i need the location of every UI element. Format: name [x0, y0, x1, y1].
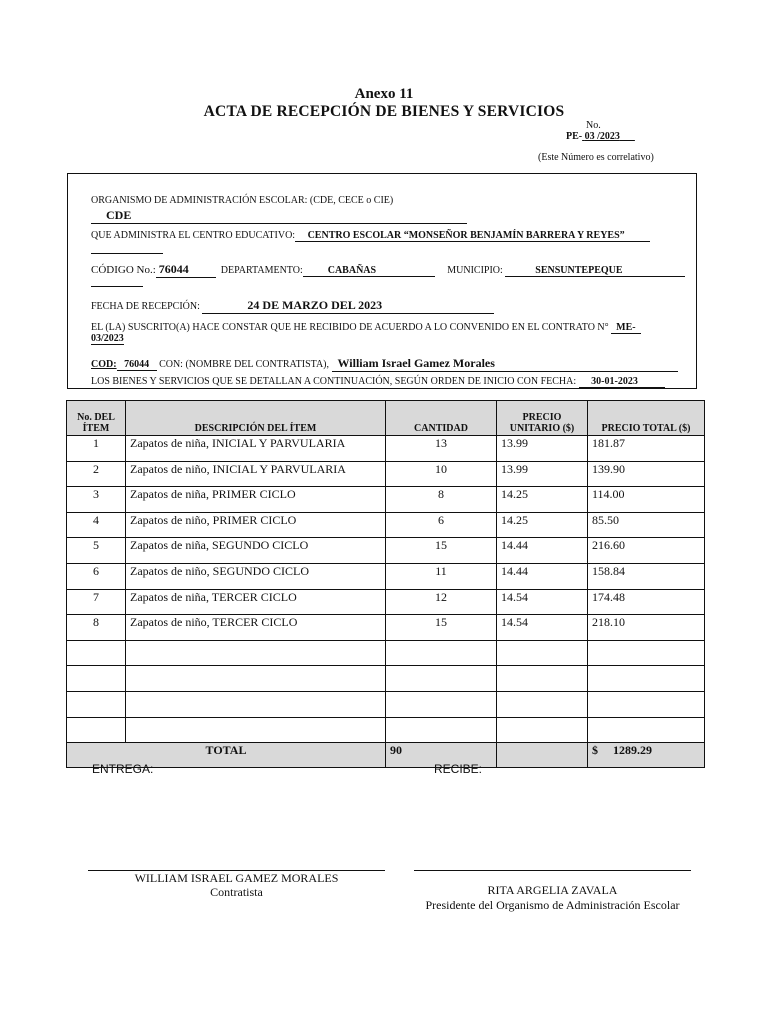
cell-no [67, 691, 126, 717]
codigo-label: CÓDIGO No.: [91, 264, 156, 276]
number-label: No. [586, 120, 601, 131]
col-header-no-item: No. DEL ÍTEM [67, 401, 126, 436]
cell-desc: Zapatos de niño, INICIAL Y PARVULARIA [126, 461, 386, 487]
total-quantity: 90 [386, 743, 497, 768]
col-header-cantidad: CANTIDAD [386, 401, 497, 436]
table-row [67, 563, 705, 589]
cell-no [67, 717, 126, 743]
cell-no: 3 [67, 487, 126, 513]
table-row [67, 461, 705, 487]
table-header-row [67, 401, 705, 436]
cell-desc: Zapatos de niño, SEGUNDO CICLO [126, 563, 386, 589]
organismo-label: ORGANISMO DE ADMINISTRACIÓN ESCOLAR: (CDE, CECE o CIE) [91, 195, 394, 206]
presidente-role: Presidente del Organismo de Administración Escolar [425, 898, 680, 912]
cell-unit: 14.54 [497, 615, 588, 641]
con-label: CON: (NOMBRE DEL CONTRATISTA), [159, 359, 329, 370]
cell-no: 2 [67, 461, 126, 487]
cell-qty [386, 717, 497, 743]
cell-qty: 10 [386, 461, 497, 487]
presidente-name: RITA ARGELIA ZAVALA [487, 883, 618, 897]
cell-no: 8 [67, 615, 126, 641]
cell-unit [497, 666, 588, 692]
contratista-name: WILLIAM ISRAEL GAMEZ MORALES [134, 871, 339, 885]
cell-desc [126, 666, 386, 692]
bienes-row [91, 376, 665, 388]
table-row-empty [67, 640, 705, 666]
table-row [67, 487, 705, 513]
cell-qty: 11 [386, 563, 497, 589]
cell-qty: 6 [386, 512, 497, 538]
document-title: ACTA DE RECEPCIÓN DE BIENES Y SERVICIOS [203, 103, 565, 120]
municipio-value: SENSUNTEPEQUE [505, 265, 685, 277]
cell-unit [497, 691, 588, 717]
cell-total [588, 717, 705, 743]
contrato-value-1: ME- [611, 322, 641, 334]
suscrito-text: EL (LA) SUSCRITO(A) HACE CONSTAR QUE HE RECIBIDO DE ACUERDO A LO CONVENIDO EN EL CONTRATO N° [91, 322, 609, 333]
cod-row [91, 356, 678, 372]
col-header-descripcion: DESCRIPCIÓN DEL ÍTEM [126, 401, 386, 436]
bienes-text: LOS BIENES Y SERVICIOS QUE SE DETALLAN A CONTINUACIÓN, SEGÚN ORDEN DE INICIO CON FECHA: [91, 376, 577, 387]
cell-no [67, 640, 126, 666]
table-row [67, 512, 705, 538]
cod-label: COD: [91, 359, 117, 370]
administra-continuation-line [91, 242, 163, 254]
cell-total: 174.48 [588, 589, 705, 615]
administra-label: QUE ADMINISTRA EL CENTRO EDUCATIVO: [91, 230, 296, 241]
fecha-label: FECHA DE RECEPCIÓN: [91, 301, 200, 312]
cell-no: 7 [67, 589, 126, 615]
pe-number [566, 131, 635, 142]
cell-unit: 14.25 [497, 512, 588, 538]
cell-no: 1 [67, 436, 126, 462]
pe-number-value: 03 /2023 [584, 131, 620, 142]
cell-qty: 15 [386, 538, 497, 564]
cell-total: 216.60 [588, 538, 705, 564]
table-row [67, 538, 705, 564]
cell-no: 6 [67, 563, 126, 589]
cell-unit: 14.54 [497, 589, 588, 615]
cell-total: 181.87 [588, 436, 705, 462]
organismo-value: CDE [91, 208, 467, 224]
cell-total [588, 691, 705, 717]
reception-info-box [67, 173, 697, 389]
cell-qty [386, 666, 497, 692]
cell-desc [126, 640, 386, 666]
col-header-precio-unitario: PRECIO UNITARIO ($) [497, 401, 588, 436]
cell-unit: 13.99 [497, 461, 588, 487]
cell-total: 139.90 [588, 461, 705, 487]
correlative-note: (Este Número es correlativo) [538, 152, 654, 163]
cell-desc: Zapatos de niña, SEGUNDO CICLO [126, 538, 386, 564]
table-row [67, 615, 705, 641]
suscrito-row [91, 322, 641, 334]
orden-fecha-value: 30-01-2023 [579, 376, 665, 388]
codigo-row [91, 262, 685, 278]
table-row [67, 589, 705, 615]
cell-unit [497, 717, 588, 743]
contrato-value-2: 03/2023 [91, 333, 124, 344]
cell-qty: 12 [386, 589, 497, 615]
cell-no: 5 [67, 538, 126, 564]
cell-qty [386, 691, 497, 717]
contratista-value: William Israel Gamez Morales [332, 356, 678, 372]
table-row [67, 436, 705, 462]
cell-qty: 13 [386, 436, 497, 462]
municipio-label: MUNICIPIO: [447, 265, 503, 276]
fecha-row [91, 298, 494, 314]
currency-symbol: $ [592, 743, 598, 758]
cell-qty: 8 [386, 487, 497, 513]
cod-value: 76044 [117, 359, 157, 371]
entrega-label: ENTREGA: [92, 762, 154, 776]
cell-total: 158.84 [588, 563, 705, 589]
cell-desc [126, 691, 386, 717]
total-amount-cell [588, 743, 705, 768]
annex-label: Anexo 11 [354, 86, 414, 102]
cell-unit: 14.25 [497, 487, 588, 513]
codigo-continuation-line [91, 275, 143, 287]
cell-unit [497, 640, 588, 666]
items-table [66, 400, 705, 768]
cell-total: 85.50 [588, 512, 705, 538]
total-label: TOTAL [67, 743, 386, 768]
table-row-empty [67, 691, 705, 717]
pe-prefix: PE- [566, 131, 583, 142]
cell-total: 114.00 [588, 487, 705, 513]
cell-no [67, 666, 126, 692]
cell-desc [126, 717, 386, 743]
cell-desc: Zapatos de niño, PRIMER CICLO [126, 512, 386, 538]
total-amount: 1289.29 [613, 743, 652, 758]
cell-unit: 13.99 [497, 436, 588, 462]
cell-unit: 14.44 [497, 538, 588, 564]
total-row [67, 743, 705, 768]
recibe-label: RECIBE: [434, 762, 483, 776]
cell-qty: 15 [386, 615, 497, 641]
departamento-value: CABAÑAS [303, 265, 435, 277]
presidente-signature-line [414, 870, 691, 871]
cell-no: 4 [67, 512, 126, 538]
cell-total [588, 640, 705, 666]
codigo-value: 76044 [156, 262, 216, 278]
cell-desc: Zapatos de niña, PRIMER CICLO [126, 487, 386, 513]
departamento-label: DEPARTAMENTO: [220, 265, 303, 276]
table-row-empty [67, 666, 705, 692]
contratista-role: Contratista [210, 885, 263, 899]
administra-value: CENTRO ESCOLAR “MONSEÑOR BENJAMÍN BARRERA Y REYES” [295, 230, 650, 242]
total-unit-empty [497, 743, 588, 768]
cell-unit: 14.44 [497, 563, 588, 589]
cell-qty [386, 640, 497, 666]
cell-total: 218.10 [588, 615, 705, 641]
cell-desc: Zapatos de niña, INICIAL Y PARVULARIA [126, 436, 386, 462]
cell-desc: Zapatos de niña, TERCER CICLO [126, 589, 386, 615]
administra-row [91, 230, 650, 242]
col-header-precio-total: PRECIO TOTAL ($) [588, 401, 705, 436]
cell-total [588, 666, 705, 692]
organismo-field [91, 208, 467, 224]
fecha-value: 24 DE MARZO DEL 2023 [202, 298, 494, 314]
table-row-empty [67, 717, 705, 743]
cell-desc: Zapatos de niño, TERCER CICLO [126, 615, 386, 641]
